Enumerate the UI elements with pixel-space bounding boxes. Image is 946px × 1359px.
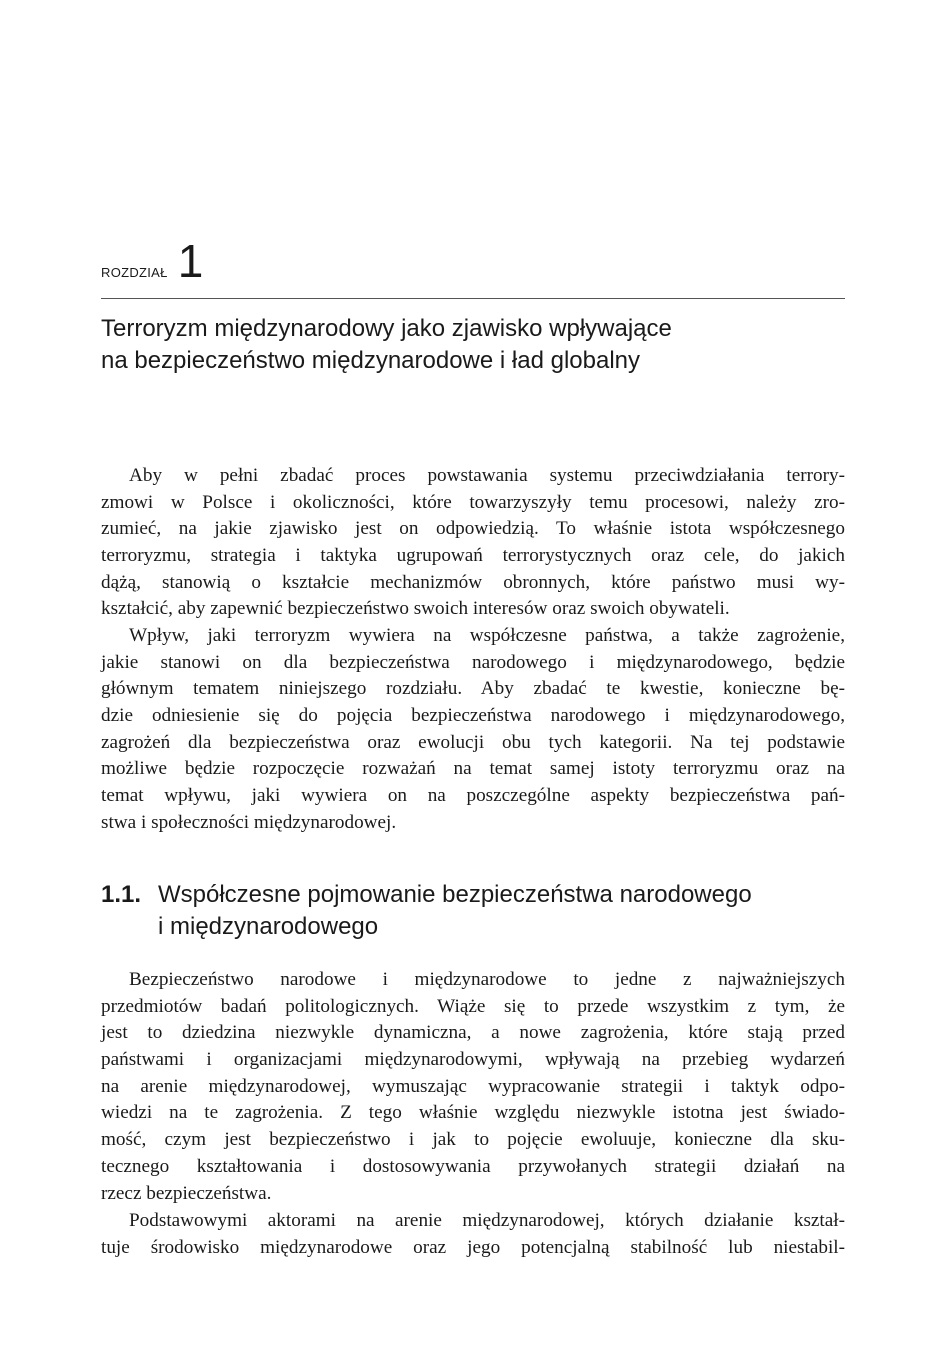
text-line: tuje środowisko międzynarodowe oraz jego potencjalną stabilność lub niestabil- — [101, 1236, 845, 1258]
chapter-title — [101, 313, 861, 377]
text-line: głównym tematem niniejszego rozdziału. Aby zbadać te kwestie, konieczne bę- — [101, 678, 845, 700]
body-paragraph — [101, 623, 845, 837]
text-line: Podstawowymi aktorami na arenie międzynarodowej, których działanie kształ- — [129, 1210, 845, 1231]
chapter-label — [101, 235, 204, 287]
text-line: Aby w pełni zbadać proces powstawania systemu przeciwdziałania terrory- — [129, 465, 845, 486]
text-line: możliwe będzie rozpoczęcie rozważań na temat samej istoty terroryzmu oraz na — [101, 758, 845, 780]
text-line: dzie odniesienie się do pojęcia bezpieczeństwa narodowego i międzynarodowego, — [101, 705, 845, 727]
text-line: na arenie międzynarodowej, wymuszając wypracowanie strategii i taktyk odpo- — [101, 1075, 845, 1097]
chapter-title-line: na bezpieczeństwo międzynarodowe i ład globalny — [101, 347, 640, 374]
chapter-divider — [101, 298, 845, 299]
text-line: Bezpieczeństwo narodowe i międzynarodowe to jedne z najważniejszych — [129, 969, 845, 990]
text-line: kształcić, aby zapewnić bezpieczeństwo swoich interesów oraz swoich obywateli. — [101, 598, 730, 620]
text-line: przedmiotów badań politologicznych. Wiąże się to przede wszystkim z tym, że — [101, 995, 845, 1017]
text-line: państwami i organizacjami międzynarodowymi, wpływają na przebieg wydarzeń — [101, 1049, 845, 1071]
section-title-text: Współczesne pojmowanie bezpieczeństwa narodowego — [158, 881, 752, 908]
text-line: zmowi w Polsce i okoliczności, które towarzyszyły temu procesowi, należy zro- — [101, 491, 845, 513]
text-line: rzecz bezpieczeństwa. — [101, 1182, 272, 1204]
body-paragraph — [101, 1208, 845, 1261]
text-line: stwa i społeczności międzynarodowej. — [101, 811, 397, 833]
text-line: mość, czym jest bezpieczeństwo i jak to pojęcie ewoluuje, konieczne dla sku- — [101, 1129, 845, 1151]
body-paragraph — [101, 463, 845, 623]
text-line: tecznego kształtowania i dostosowywania przywołanych strategii działań na — [101, 1155, 845, 1177]
text-line: jest to dziedzina niezwykle dynamiczna, a nowe zagrożenia, które stają przed — [101, 1022, 845, 1044]
text-line: dążą, stanowią o kształcie mechanizmów obronnych, które państwo musi wy- — [101, 571, 845, 593]
section-number: 1.1. — [101, 881, 142, 908]
chapter-number: 1 — [177, 235, 204, 287]
text-line: Wpływ, jaki terroryzm wywiera na współczesne państwa, a także zagrożenie, — [129, 625, 845, 646]
section-title-line: i międzynarodowego — [158, 913, 379, 940]
text-line: zagrożeń dla bezpieczeństwa oraz ewolucji obu tych kategorii. Na tej podstawie — [101, 731, 845, 753]
chapter-word: ROZDZIAŁ — [101, 265, 168, 280]
text-line: terroryzmu, strategia i taktyka ugrupowań terrorystycznych oraz cele, do jakich — [101, 545, 845, 567]
text-line: zumieć, na jakie zjawisko jest on odpowiedzią. To właśnie istota współczesnego — [101, 518, 845, 540]
text-line: jakie stanowi on dla bezpieczeństwa narodowego i międzynarodowego, będzie — [101, 651, 845, 673]
chapter-title-line: Terroryzm międzynarodowy jako zjawisko wpływające — [101, 315, 672, 342]
section-title-line — [101, 879, 752, 911]
text-line: temat wpływu, jaki wywiera on na poszczególne aspekty bezpieczeństwa pań- — [101, 785, 845, 807]
body-paragraph — [101, 967, 845, 1207]
section-heading — [101, 879, 752, 943]
text-line: wiedzi na te zagrożenia. Z tego właśnie względu niezwykle istotna jest świado- — [101, 1102, 845, 1124]
